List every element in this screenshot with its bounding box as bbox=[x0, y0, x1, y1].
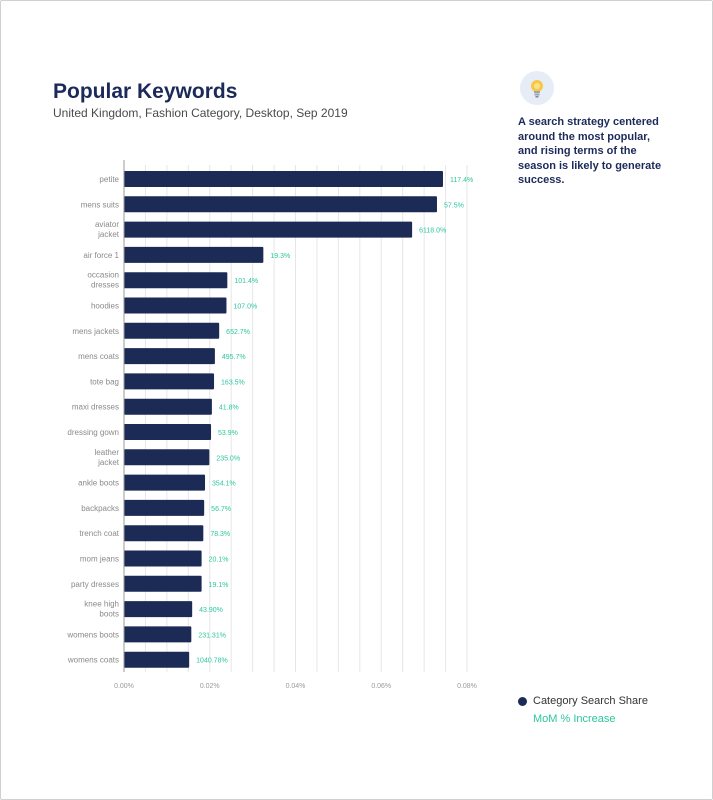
data-label: 235.0% bbox=[216, 455, 241, 463]
category-label: dressing gown bbox=[67, 428, 119, 437]
category-label: party dresses bbox=[70, 579, 119, 589]
category-label: womens coats bbox=[67, 655, 119, 665]
category-label: maxi dresses bbox=[71, 402, 119, 412]
data-label: 56.7% bbox=[211, 505, 232, 513]
bar bbox=[124, 348, 215, 364]
category-label: mom jeans bbox=[79, 554, 119, 564]
category-label: backpacks bbox=[81, 503, 119, 513]
data-label: 78.3% bbox=[210, 531, 231, 539]
x-tick-label: 0.04% bbox=[285, 683, 306, 690]
x-tick-label: 0.00% bbox=[114, 683, 134, 690]
bar bbox=[124, 652, 189, 668]
bar bbox=[124, 449, 209, 465]
bar bbox=[124, 525, 203, 541]
category-label: ankle boots bbox=[78, 478, 119, 488]
category-label: womens boots bbox=[67, 630, 119, 640]
data-label: 495.7% bbox=[221, 354, 246, 362]
legend-label-increase: MoM % Increase bbox=[533, 713, 616, 725]
bar bbox=[124, 626, 191, 642]
category-label: air force 1 bbox=[83, 250, 119, 260]
data-label: 53.9% bbox=[218, 430, 238, 437]
bar bbox=[124, 171, 443, 187]
data-label: 19.1% bbox=[208, 581, 229, 589]
bar bbox=[124, 399, 212, 415]
bar bbox=[124, 272, 227, 288]
category-label: tote bag bbox=[90, 377, 119, 387]
data-label: 19.3% bbox=[270, 252, 291, 260]
legend-swatch-share bbox=[518, 697, 527, 706]
bar bbox=[124, 247, 263, 263]
page-title: Popular Keywords bbox=[53, 80, 238, 103]
data-label: 354.1% bbox=[212, 480, 236, 488]
bar bbox=[124, 551, 202, 567]
legend-item-share bbox=[518, 695, 648, 707]
lightbulb-icon bbox=[520, 71, 554, 105]
category-label: petite bbox=[99, 175, 119, 184]
category-label: leather jacket bbox=[94, 447, 119, 467]
category-label: hoodies bbox=[90, 301, 119, 311]
bar bbox=[124, 424, 211, 440]
category-label: trench coat bbox=[79, 529, 119, 539]
x-tick-label: 0.02% bbox=[199, 683, 220, 690]
category-label: mens jackets bbox=[72, 326, 119, 336]
data-label: 43.90% bbox=[199, 607, 223, 615]
data-label: 117.4% bbox=[449, 177, 474, 184]
data-label: 163.5% bbox=[221, 379, 245, 387]
data-label: 6118.0% bbox=[419, 227, 447, 235]
bar bbox=[124, 373, 214, 389]
category-label: aviator jacket bbox=[94, 220, 119, 240]
category-label: mens suits bbox=[80, 200, 119, 210]
data-label: 57.5% bbox=[443, 202, 464, 210]
data-label: 107.0% bbox=[233, 303, 258, 311]
bar bbox=[124, 576, 202, 592]
data-label: 1040.78% bbox=[196, 657, 228, 665]
data-label: 652.7% bbox=[226, 328, 250, 336]
x-tick-label: 0.08% bbox=[457, 683, 477, 690]
data-label: 20.1% bbox=[208, 556, 229, 564]
category-label: occasion dresses bbox=[87, 270, 119, 290]
bar bbox=[124, 222, 412, 238]
bar bbox=[124, 323, 219, 339]
data-label: 231.31% bbox=[198, 632, 226, 640]
bar bbox=[124, 500, 204, 516]
page-subtitle: United Kingdom, Fashion Category, Desktop, Sep 2019 bbox=[53, 106, 348, 120]
x-tick-label: 0.06% bbox=[371, 683, 392, 690]
bar bbox=[124, 298, 226, 314]
data-label: 101.4% bbox=[234, 278, 259, 286]
category-label: knee high boots bbox=[84, 599, 119, 619]
legend-label-share: Category Search Share bbox=[533, 695, 648, 707]
category-label: mens coats bbox=[78, 352, 119, 362]
bar bbox=[124, 475, 205, 491]
bar-chart bbox=[0, 150, 713, 695]
legend bbox=[518, 695, 648, 725]
tip-text: A search strategy centered around the most popular, and rising terms of the season is likely to generate success. bbox=[518, 116, 662, 186]
data-label: 41.8% bbox=[218, 404, 239, 412]
bar bbox=[124, 601, 192, 617]
bar bbox=[124, 196, 437, 212]
